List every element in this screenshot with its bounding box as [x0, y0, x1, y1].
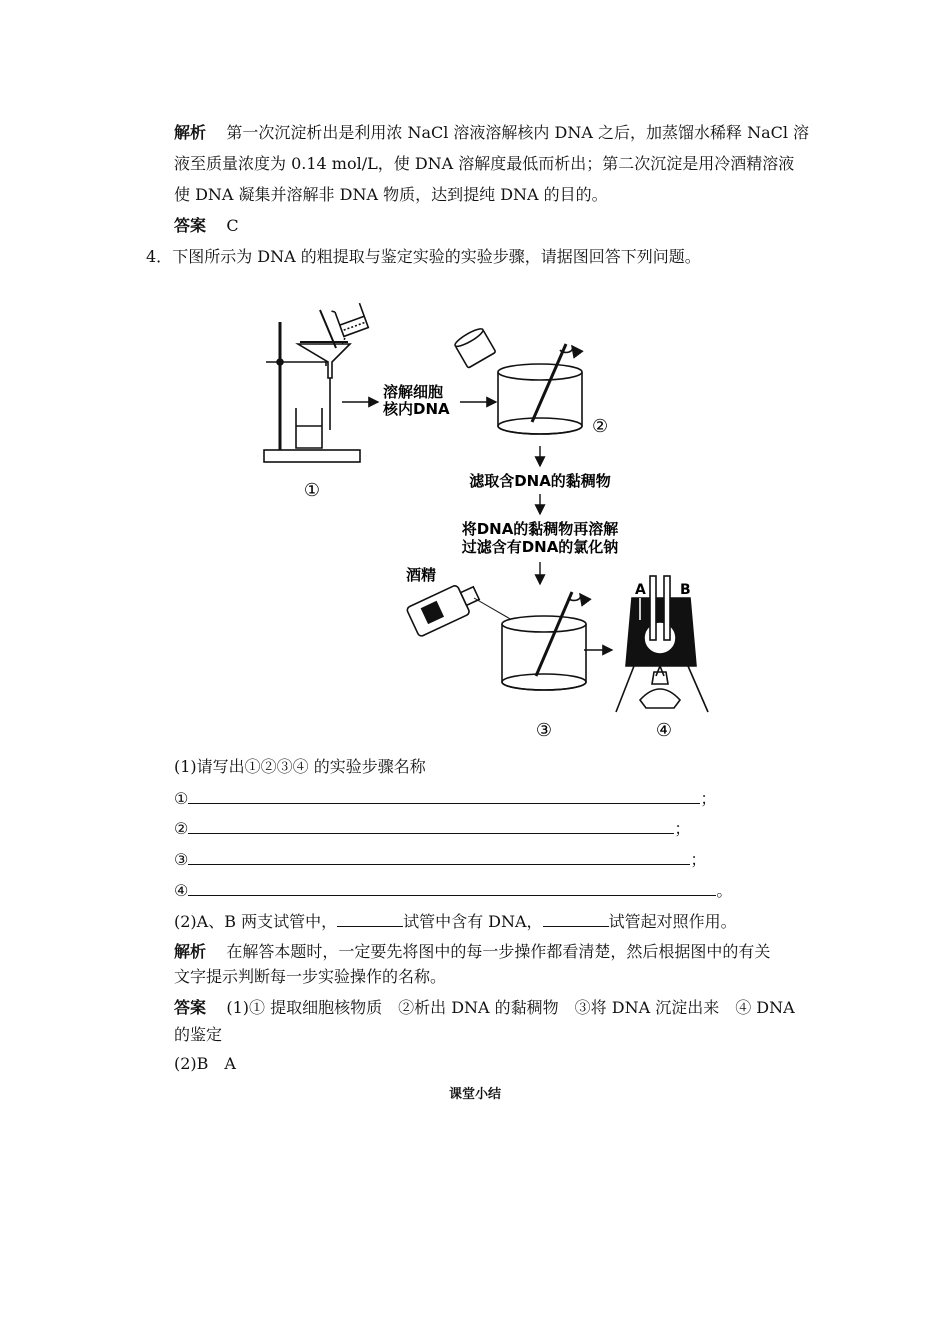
answer-blank-4[interactable] — [188, 879, 716, 896]
answer2-label: 答案 — [174, 998, 207, 1017]
dna-experiment-figure — [250, 280, 730, 745]
blank-line-3 — [174, 848, 706, 871]
analysis2-line-1 — [174, 941, 770, 963]
analysis2-text: 在解答本题时，一定要先将图中的每一步操作都看清楚，然后根据图中的有关 — [226, 942, 771, 961]
alcohol-label: 酒精 — [406, 566, 437, 584]
class-summary-heading: 课堂小结 — [448, 1087, 501, 1102]
analysis-line-1 — [174, 122, 809, 144]
answer-value: C — [226, 216, 239, 235]
step4-label: ④ — [655, 720, 673, 741]
question-text: 下图所示为 DNA 的粗提取与鉴定实验的实验步骤，请据图回答下列问题。 — [172, 247, 701, 266]
question-4 — [146, 246, 701, 268]
analysis2-label: 解析 — [174, 942, 207, 961]
sub2-part1: (2)A、B 两支试管中， — [174, 912, 338, 931]
step4-apparatus — [616, 576, 708, 712]
blank-line-4 — [174, 879, 732, 902]
blank-end-2: ； — [674, 819, 691, 838]
answer2-line-3: (2)B A — [174, 1054, 236, 1073]
blank-line-1 — [174, 787, 716, 810]
blank-mark-2: ② — [174, 819, 189, 838]
step1-apparatus — [264, 301, 368, 462]
answer-line — [174, 215, 239, 237]
analysis-text: 第一次沉淀析出是利用浓 NaCl 溶液溶解核内 DNA 之后，加蒸馏水稀释 NaCl 溶 — [226, 123, 810, 142]
step1-label: ① — [303, 480, 321, 501]
analysis2-line-2: 文字提示判断每一步实验操作的名称。 — [174, 967, 447, 986]
answer2-line-2: 的鉴定 — [174, 1025, 223, 1044]
arrow3-label-line2: 过滤含有DNA的氯化钠 — [461, 538, 619, 556]
tube-a-label: A — [635, 582, 646, 598]
alcohol-bottle — [406, 579, 512, 638]
analysis-label: 解析 — [174, 123, 207, 142]
tube-b-label: B — [680, 582, 691, 598]
blank-end-4: 。 — [716, 881, 733, 900]
arrow2-label: 滤取含DNA的黏稠物 — [469, 472, 611, 490]
analysis-line-2: 液至质量浓度为 0.14 mol/L，使 DNA 溶解度最低而析出；第二次沉淀是用冷酒精溶液 — [174, 154, 795, 173]
analysis-line-3: 使 DNA 凝集并溶解非 DNA 物质，达到提纯 DNA 的目的。 — [174, 185, 608, 204]
answer-blank-6[interactable] — [543, 910, 609, 927]
sub2-part2: 试管中含有 DNA， — [403, 912, 543, 931]
arrow1-label-line2: 核内DNA — [383, 400, 450, 418]
blank-end-1: ； — [700, 789, 717, 808]
blank-mark-1: ① — [174, 789, 189, 808]
blank-end-3: ； — [690, 850, 707, 869]
question-number: 4． — [146, 247, 173, 266]
blank-line-2 — [174, 817, 690, 840]
answer-blank-1[interactable] — [188, 787, 700, 804]
answer-blank-3[interactable] — [188, 848, 690, 865]
answer2-text: (1)① 提取细胞核物质 ②析出 DNA 的黏稠物 ③将 DNA 沉淀出来 ④ DNA — [226, 998, 795, 1017]
step3-apparatus — [502, 592, 586, 690]
arrow3-label-line1: 将DNA的黏稠物再溶解 — [461, 520, 619, 538]
sub-question-1: (1)请写出①②③④ 的实验步骤名称 — [174, 757, 426, 776]
step3-label: ③ — [535, 720, 553, 741]
sub-question-2 — [174, 910, 737, 933]
step2-apparatus — [453, 326, 582, 434]
answer2-line-1 — [174, 997, 795, 1019]
sub2-part3: 试管起对照作用。 — [608, 912, 737, 931]
answer-blank-2[interactable] — [188, 817, 674, 834]
arrow1-label-line1: 溶解细胞 — [383, 383, 444, 401]
answer-label: 答案 — [174, 216, 207, 235]
answer-blank-5[interactable] — [337, 910, 403, 927]
blank-mark-3: ③ — [174, 850, 189, 869]
blank-mark-4: ④ — [174, 881, 189, 900]
step2-label: ② — [592, 416, 609, 437]
